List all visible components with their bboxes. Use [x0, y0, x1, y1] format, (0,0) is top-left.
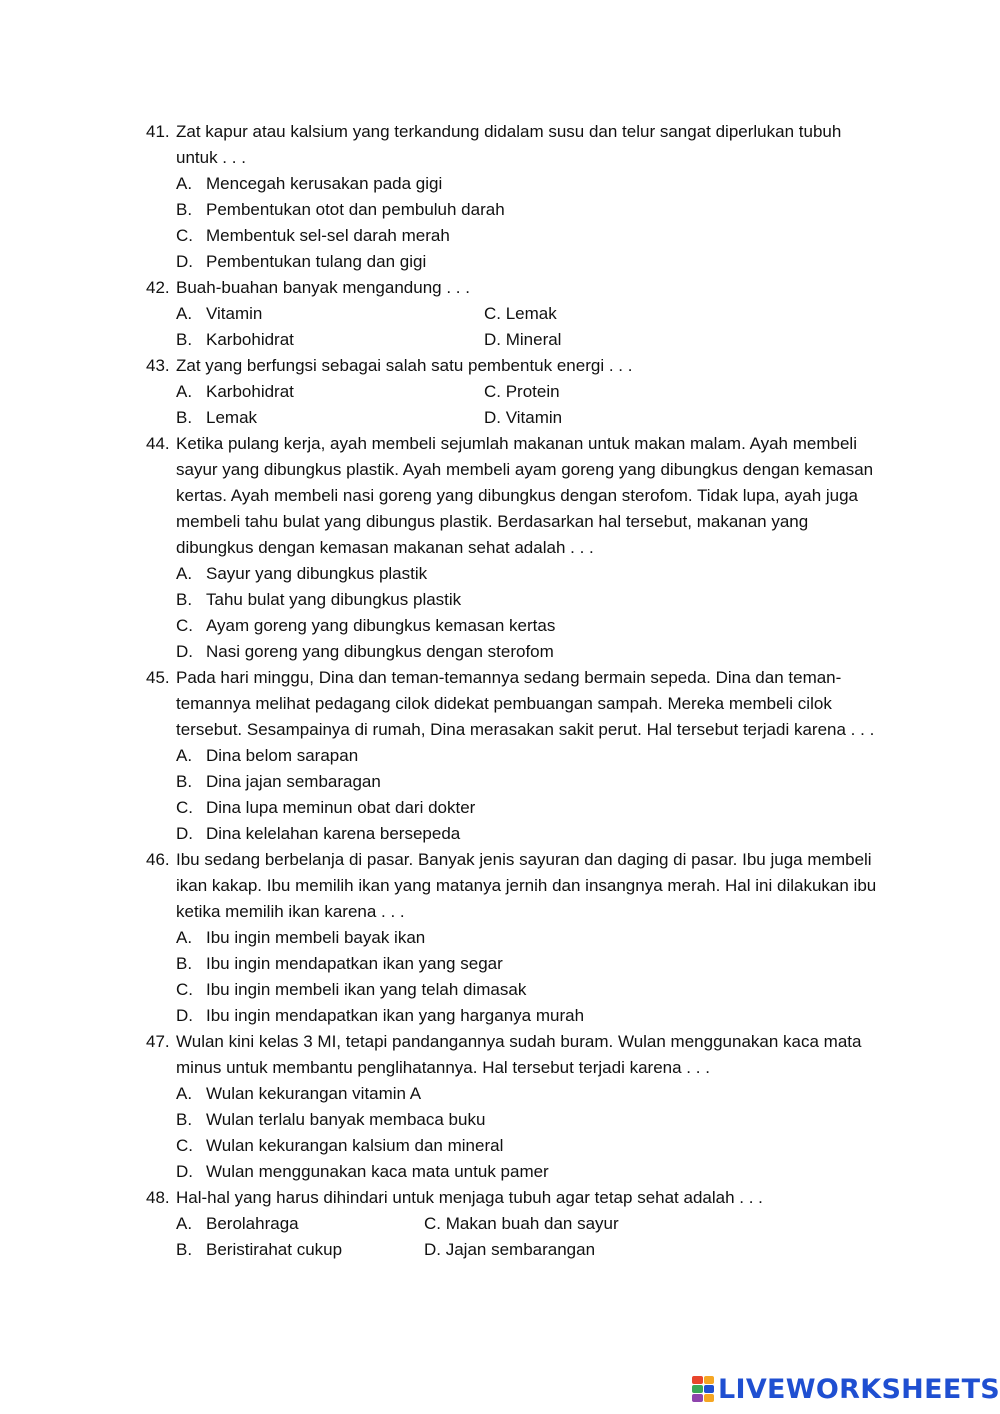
question-text: Zat yang berfungsi sebagai salah satu pembentuk energi . . .	[176, 356, 633, 375]
option-text: Mencegah kerusakan pada gigi	[206, 174, 443, 193]
option-letter: A.	[176, 928, 193, 947]
option-text: Dina lupa meminun obat dari dokter	[206, 798, 476, 817]
option-text: Wulan kekurangan vitamin A	[206, 1084, 422, 1103]
answer-option[interactable]	[176, 1081, 886, 1107]
option-letter: A.	[176, 1214, 193, 1233]
logo-text: LIVEWORKSHEETS	[718, 1373, 1000, 1405]
question-text: Buah-buahan banyak mengandung . . .	[176, 278, 470, 297]
option-text: Pembentukan otot dan pembuluh darah	[206, 200, 505, 219]
answer-option[interactable]	[176, 613, 886, 639]
question-text: Ibu sedang berbelanja di pasar. Banyak jenis sayuran dan daging di pasar. Ibu juga membeli ikan kakap. Ibu memilih ikan yang matanya jernih dan insangnya merah. Hal ini dilakukan ibu ketika memilih ikan karena . . .	[176, 850, 877, 921]
option-text: C. Protein	[484, 382, 560, 401]
option-text: Tahu bulat yang dibungkus plastik	[206, 590, 462, 609]
answer-option[interactable]	[176, 1211, 424, 1237]
answer-option[interactable]	[176, 587, 886, 613]
question-number: 47.	[146, 1032, 170, 1051]
option-letter: B.	[176, 1110, 193, 1129]
option-letter: B.	[176, 408, 193, 427]
question-43	[146, 353, 886, 431]
answer-option[interactable]	[176, 1159, 886, 1185]
answer-option[interactable]	[176, 743, 886, 769]
option-letter: B.	[176, 330, 193, 349]
option-text: Ayam goreng yang dibungkus kemasan kertas	[206, 616, 556, 635]
options-grid	[176, 1211, 886, 1263]
option-text: Lemak	[206, 408, 258, 427]
answer-option[interactable]	[424, 1237, 886, 1263]
option-letter: D.	[176, 252, 193, 271]
option-text: Wulan terlalu banyak membaca buku	[206, 1110, 486, 1129]
answer-option[interactable]	[176, 821, 886, 847]
answer-option[interactable]	[176, 795, 886, 821]
question-text: Wulan kini kelas 3 MI, tetapi pandangannya sudah buram. Wulan menggunakan kaca mata minus untuk membantu penglihatannya. Hal tersebut terjadi karena . . .	[176, 1032, 862, 1077]
option-text: D. Vitamin	[484, 408, 563, 427]
option-letter: D.	[176, 642, 193, 661]
option-text: Pembentukan tulang dan gigi	[206, 252, 427, 271]
option-text: Wulan menggunakan kaca mata untuk pamer	[206, 1162, 549, 1181]
question-41	[146, 119, 886, 275]
option-text: D. Mineral	[484, 330, 562, 349]
answer-option[interactable]	[484, 327, 886, 353]
logo-mark-square	[704, 1385, 715, 1393]
answer-option[interactable]	[176, 977, 886, 1003]
question-text: Zat kapur atau kalsium yang terkandung didalam susu dan telur sangat diperlukan tubuh untuk . . .	[176, 122, 842, 167]
question-42	[146, 275, 886, 353]
answer-option[interactable]	[176, 223, 886, 249]
answer-option[interactable]	[176, 1107, 886, 1133]
logo-mark-icon	[692, 1376, 714, 1402]
question-number: 46.	[146, 850, 170, 869]
options-grid	[176, 301, 886, 353]
answer-option[interactable]	[176, 379, 484, 405]
option-letter: B.	[176, 954, 193, 973]
option-letter: D.	[176, 1162, 193, 1181]
option-letter: C.	[176, 980, 193, 999]
answer-option[interactable]	[484, 405, 886, 431]
question-number: 44.	[146, 434, 170, 453]
option-text: Nasi goreng yang dibungkus dengan sterofom	[206, 642, 554, 661]
option-text: Ibu ingin membeli ikan yang telah dimasak	[206, 980, 527, 999]
answer-option[interactable]	[176, 1237, 424, 1263]
option-letter: A.	[176, 174, 193, 193]
answer-option[interactable]	[176, 327, 484, 353]
question-number: 43.	[146, 356, 170, 375]
option-text: C. Makan buah dan sayur	[424, 1214, 619, 1233]
logo-mark-square	[704, 1394, 715, 1402]
option-letter: D.	[176, 1006, 193, 1025]
option-letter: C.	[176, 226, 193, 245]
answer-option[interactable]	[176, 1003, 886, 1029]
answer-option[interactable]	[176, 925, 886, 951]
question-47	[146, 1029, 886, 1185]
question-48	[146, 1185, 886, 1263]
question-text: Hal-hal yang harus dihindari untuk menjaga tubuh agar tetap sehat adalah . . .	[176, 1188, 763, 1207]
option-text: D. Jajan sembarangan	[424, 1240, 596, 1259]
question-44	[146, 431, 886, 665]
option-letter: C.	[176, 616, 193, 635]
option-text: Dina belom sarapan	[206, 746, 359, 765]
option-text: Karbohidrat	[206, 330, 294, 349]
option-text: Membentuk sel-sel darah merah	[206, 226, 450, 245]
option-text: Beristirahat cukup	[206, 1240, 343, 1259]
option-letter: B.	[176, 590, 193, 609]
answer-option[interactable]	[176, 561, 886, 587]
liveworksheets-logo[interactable]	[692, 1374, 1000, 1404]
option-letter: A.	[176, 564, 193, 583]
option-text: Sayur yang dibungkus plastik	[206, 564, 428, 583]
answer-option[interactable]	[176, 769, 886, 795]
answer-option[interactable]	[176, 405, 484, 431]
answer-option[interactable]	[484, 301, 886, 327]
option-letter: A.	[176, 1084, 193, 1103]
question-number: 45.	[146, 668, 170, 687]
logo-mark-square	[692, 1376, 703, 1384]
logo-mark-square	[692, 1394, 703, 1402]
answer-option[interactable]	[176, 1133, 886, 1159]
option-text: Ibu ingin mendapatkan ikan yang segar	[206, 954, 503, 973]
logo-mark-square	[704, 1376, 715, 1384]
question-text: Ketika pulang kerja, ayah membeli sejumlah makanan untuk makan malam. Ayah membeli sayur yang dibungkus plastik. Ayah membeli ayam goreng yang dibungkus dengan kemasan kertas. Ayah membeli nasi goreng yang dibungkus dengan sterofom. Tidak lupa, ayah juga membeli tahu bulat yang dibungus plastik. Berdasarkan hal tersebut, makanan yang dibungkus dengan kemasan makanan sehat adalah . . .	[176, 434, 874, 557]
question-46	[146, 847, 886, 1029]
option-letter: A.	[176, 746, 193, 765]
question-text: Pada hari minggu, Dina dan teman-temannya sedang bermain sepeda. Dina dan teman-temannya melihat pedagang cilok didekat pembuangan sampah. Mereka membeli cilok tersebut. Sesampainya di rumah, Dina merasakan sakit perut. Hal tersebut terjadi karena . . .	[176, 668, 875, 739]
option-text: Dina kelelahan karena bersepeda	[206, 824, 461, 843]
option-letter: C.	[176, 798, 193, 817]
option-text: Karbohidrat	[206, 382, 294, 401]
question-number: 41.	[146, 122, 170, 141]
question-number: 42.	[146, 278, 170, 297]
option-text: Dina jajan sembaragan	[206, 772, 381, 791]
option-letter: B.	[176, 200, 193, 219]
option-text: Ibu ingin membeli bayak ikan	[206, 928, 426, 947]
answer-option[interactable]	[176, 249, 886, 275]
options-grid	[176, 379, 886, 431]
answer-option[interactable]	[484, 379, 886, 405]
option-text: Wulan kekurangan kalsium dan mineral	[206, 1136, 504, 1155]
answer-option[interactable]	[176, 197, 886, 223]
option-text: C. Lemak	[484, 304, 557, 323]
option-letter: A.	[176, 304, 193, 323]
question-number: 48.	[146, 1188, 170, 1207]
worksheet	[146, 119, 886, 1263]
answer-option[interactable]	[176, 639, 886, 665]
option-text: Berolahraga	[206, 1214, 299, 1233]
logo-mark-square	[692, 1385, 703, 1393]
option-letter: A.	[176, 382, 193, 401]
option-letter: D.	[176, 824, 193, 843]
option-letter: C.	[176, 1136, 193, 1155]
answer-option[interactable]	[176, 301, 484, 327]
option-letter: B.	[176, 772, 193, 791]
answer-option[interactable]	[424, 1211, 886, 1237]
answer-option[interactable]	[176, 951, 886, 977]
option-text: Vitamin	[206, 304, 263, 323]
question-45	[146, 665, 886, 847]
option-text: Ibu ingin mendapatkan ikan yang harganya murah	[206, 1006, 585, 1025]
answer-option[interactable]	[176, 171, 886, 197]
option-letter: B.	[176, 1240, 193, 1259]
